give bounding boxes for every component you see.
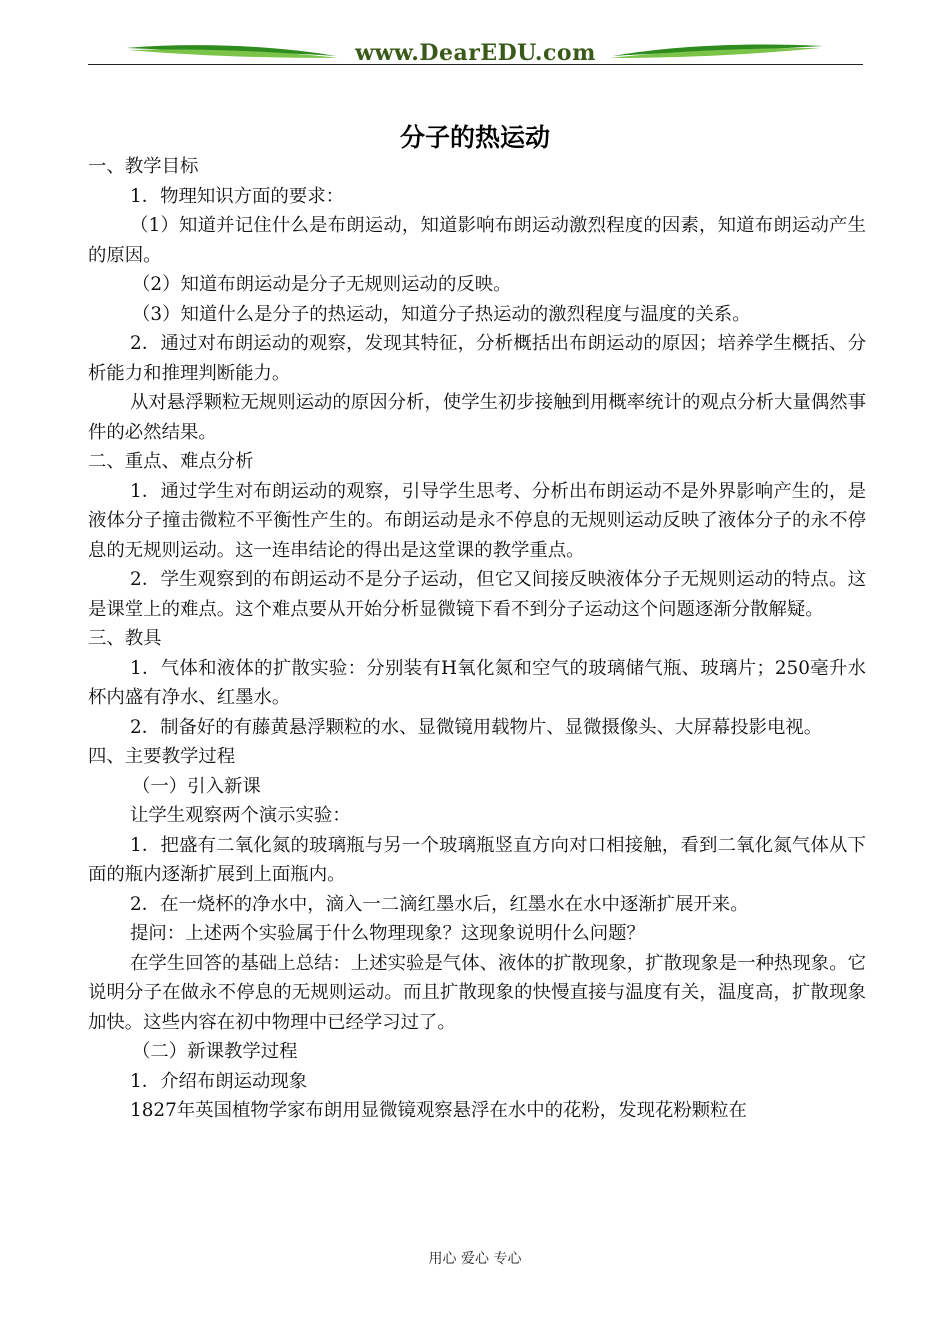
- paragraph: 1827年英国植物学家布朗用显微镜观察悬浮在水中的花粉，发现花粉颗粒在: [130, 1100, 747, 1121]
- paragraph: 1．通过学生对布朗运动的观察，引导学生思考、分析出布朗运动不是外界影响产生的，是液体分子撞击微粒不平衡性产生的。布朗运动是永不停息的无规则运动反映了液体分子的永不停息的无规则运动。这一连串结论的得出是这堂课的教学重点。: [88, 480, 866, 561]
- page-footer: 用心 爱心 专心: [428, 1251, 522, 1267]
- site-header: [88, 38, 863, 74]
- document-body: [88, 152, 866, 1126]
- section-heading: 一、教学目标: [88, 156, 199, 177]
- header-divider: [88, 64, 863, 65]
- section-heading: 四、主要教学过程: [88, 746, 236, 767]
- paragraph: 1．物理知识方面的要求：: [130, 185, 344, 207]
- paragraph: 1．介绍布朗运动现象: [130, 1070, 308, 1092]
- paragraph: （2）知道布朗运动是分子无规则运动的反映。: [132, 274, 512, 295]
- paragraph: （3）知道什么是分子的热运动，知道分子热运动的激烈程度与温度的关系。: [132, 303, 751, 325]
- site-logo-text: www.DearEDU.com: [355, 40, 596, 66]
- paragraph: 1．把盛有二氧化氮的玻璃瓶与另一个玻璃瓶竖直方向对口相接触，看到二氧化氮气体从下面的瓶内逐渐扩展到上面瓶内。: [88, 834, 866, 885]
- paragraph: 2．在一烧杯的净水中，滴入一二滴红墨水后，红墨水在水中逐渐扩展开来。: [130, 893, 749, 915]
- paragraph: 2．制备好的有藤黄悬浮颗粒的水、显微镜用载物片、显微摄像头、大屏幕投影电视。: [130, 716, 823, 738]
- paragraph: 让学生观察两个演示实验：: [130, 805, 351, 826]
- section-heading: 三、教具: [88, 628, 162, 649]
- paragraph: 1．气体和液体的扩散实验：分别装有H氧化氮和空气的玻璃储气瓶、玻璃片；250毫升水杯内盛有净水、红墨水。: [88, 657, 866, 708]
- paragraph: 在学生回答的基础上总结：上述实验是气体、液体的扩散现象，扩散现象是一种热现象。它说明分子在做永不停息的无规则运动。而且扩散现象的快慢直接与温度有关，温度高，扩散现象加快。这些内容在初中物理中已经学习过了。: [88, 952, 866, 1033]
- paragraph: 2．学生观察到的布朗运动不是分子运动，但它又间接反映液体分子无规则运动的特点。这是课堂上的难点。这个难点要从开始分析显微镜下看不到分子运动这个问题逐渐分散解疑。: [88, 569, 866, 620]
- paragraph: 从对悬浮颗粒无规则运动的原因分析，使学生初步接触到用概率统计的观点分析大量偶然事件的必然结果。: [88, 392, 866, 443]
- section-heading: 二、重点、难点分析: [88, 451, 254, 472]
- paragraph: 2．通过对布朗运动的观察，发现其特征，分析概括出布朗运动的原因；培养学生概括、分析能力和推理判断能力。: [88, 333, 866, 384]
- subsection-heading: （二）新课教学过程: [132, 1041, 298, 1062]
- paragraph: （1）知道并记住什么是布朗运动，知道影响布朗运动激烈程度的因素，知道布朗运动产生的原因。: [88, 215, 866, 266]
- page-title: 分子的热运动: [399, 123, 550, 152]
- paragraph: 提问：上述两个实验属于什么物理现象？这现象说明什么问题？: [130, 923, 645, 944]
- subsection-heading: （一）引入新课: [132, 775, 261, 797]
